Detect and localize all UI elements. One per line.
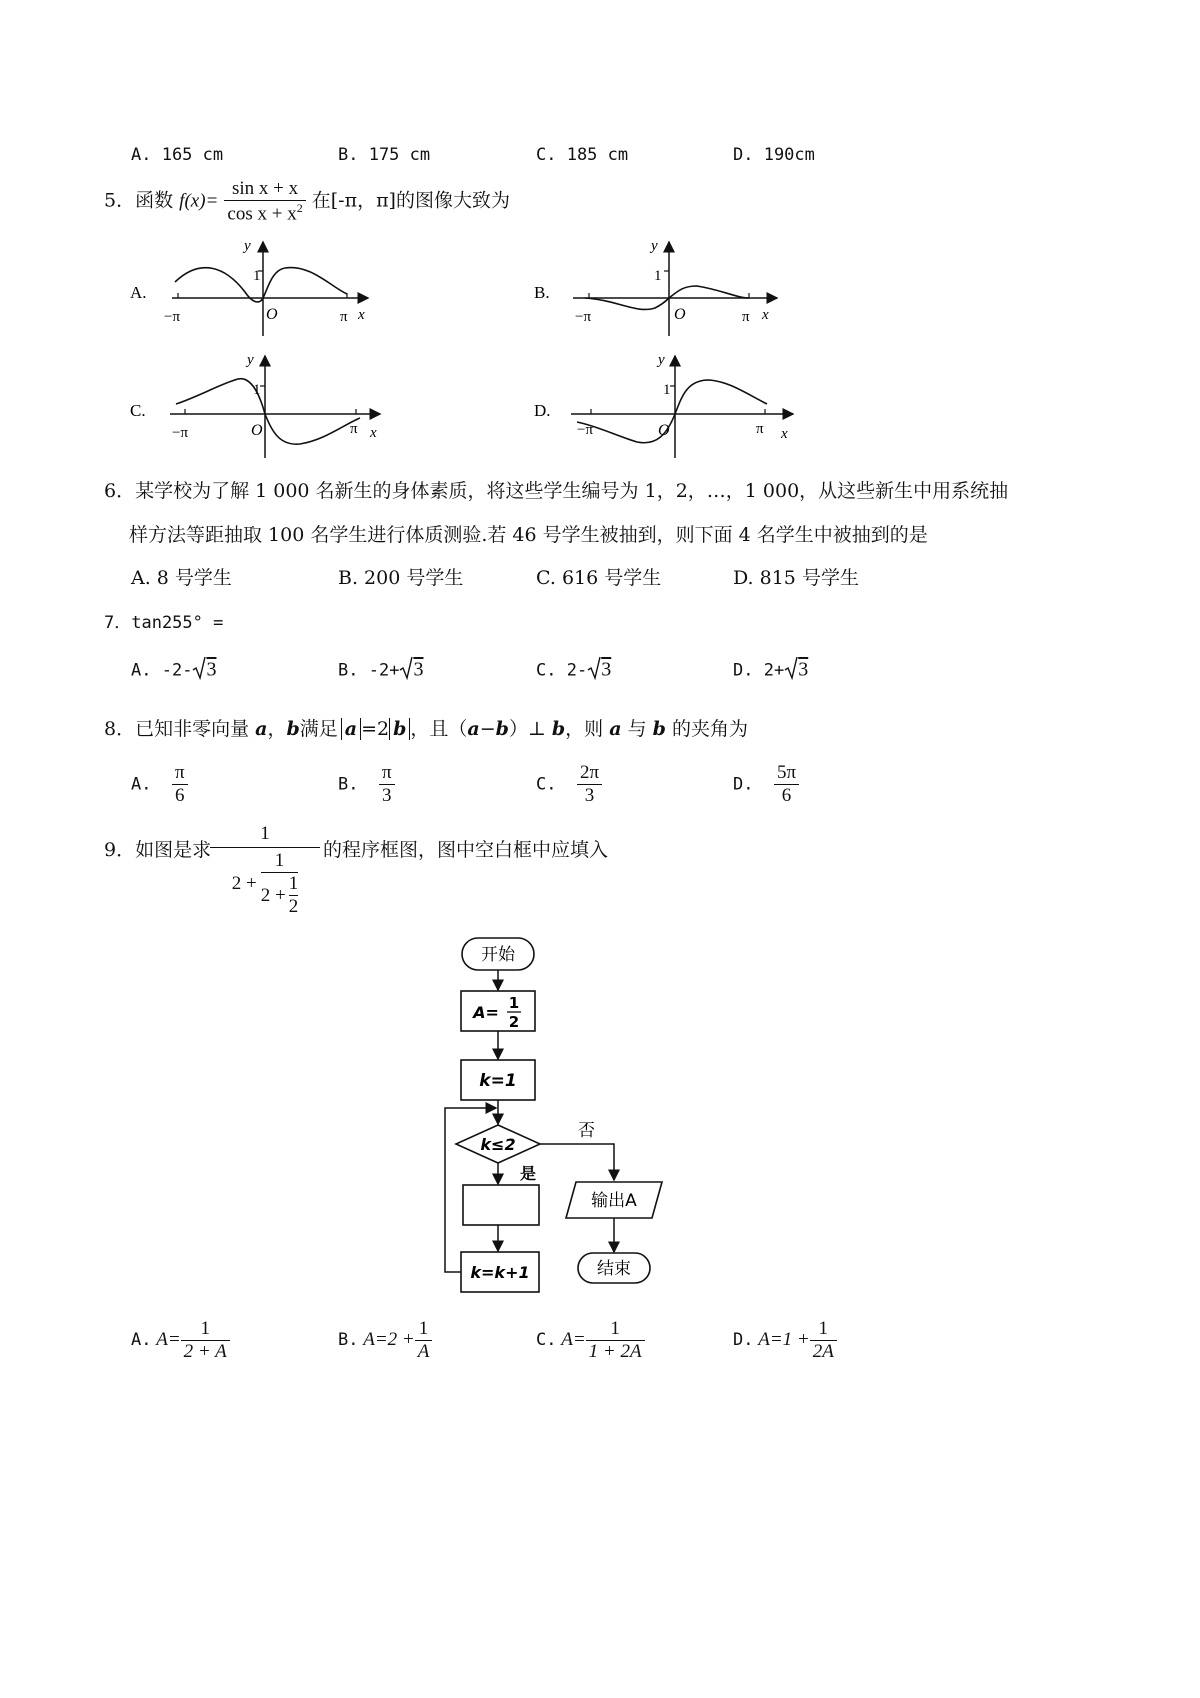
q5-x: (x)=	[184, 190, 219, 212]
graph-a-pi: π	[340, 309, 348, 325]
flow-blank-node	[463, 1185, 539, 1225]
graph-d-x: x	[781, 426, 788, 442]
graph-d	[534, 352, 793, 458]
q5-fraction	[224, 178, 305, 225]
graph-c-origin: O	[251, 422, 263, 439]
q8-stem: 8．已知非零向量 a，b满足 a =2 b ，且（a−b）⊥ b，则 a 与 b 的夹角为	[104, 718, 749, 740]
graph-c	[130, 352, 380, 458]
q4-option-d: D. 190cm	[733, 145, 815, 165]
graph-c-one: 1	[253, 382, 261, 398]
q5-number: 5．	[104, 189, 136, 212]
graph-d-neg-pi: −π	[577, 422, 594, 438]
sqrt-icon	[587, 656, 601, 685]
q4-option-b: B. 175 cm	[338, 145, 431, 165]
q5-denominator: $\cos x + x^2$	[227, 201, 303, 225]
flow-init-a-num: 1	[508, 994, 520, 1012]
q5-tail: 在[-π，π]的图像大致为	[311, 189, 510, 212]
sqrt-icon	[192, 656, 206, 685]
q9-option-b: B. A=2 + $\frac{1}{A}$	[338, 1318, 432, 1363]
q5-stem	[104, 178, 510, 225]
q5-graphs	[120, 236, 820, 462]
flow-init-k-text: k=1	[479, 1071, 517, 1091]
graph-c-label: C.	[130, 401, 146, 420]
q9-suffix: 的程序框图，图中空白框中应填入	[323, 839, 609, 861]
q6-option-c: C. 616 号学生	[536, 567, 662, 589]
graph-d-y: y	[658, 352, 665, 368]
graph-c-pi: π	[350, 421, 358, 437]
graph-b-label: B.	[534, 283, 550, 302]
graph-b-y: y	[651, 238, 658, 254]
q6-option-d: D. 815 号学生	[733, 567, 859, 589]
q7-stem: 7．tan255° =	[104, 613, 224, 633]
q8-option-d: D. $\frac{5\pi}{6}$	[733, 762, 799, 807]
flow-no-label: 否	[578, 1121, 595, 1141]
q4-option-c: C. 185 cm	[536, 145, 629, 165]
graph-a-x: x	[358, 307, 365, 323]
graph-a-neg-pi: −π	[164, 309, 181, 325]
q9-continued-fraction: 1 2 + 1 2 + $\frac{1}{2}$	[210, 823, 320, 918]
graph-b-x: x	[762, 307, 769, 323]
flow-start-text: 开始	[481, 945, 515, 965]
graph-c-x: x	[370, 425, 377, 441]
flow-end-text: 结束	[597, 1259, 631, 1279]
q5-numerator: sin x + x	[224, 178, 305, 201]
q5-intro: 函数	[135, 189, 174, 212]
graph-a	[130, 238, 368, 336]
graph-d-label: D.	[534, 401, 551, 420]
sqrt-icon	[399, 656, 413, 685]
graph-d-origin: O	[658, 422, 670, 439]
graph-a-one: 1	[253, 268, 261, 284]
graph-b	[534, 238, 777, 336]
q6-option-b: B. 200 号学生	[338, 567, 464, 589]
q9-option-c: C. A= $\frac{1}{1 + 2A}$	[536, 1318, 645, 1363]
q5-f: f	[179, 190, 185, 212]
q4-option-a: A. 165 cm	[131, 145, 224, 165]
q7-option-a: A. -2- 3	[131, 656, 216, 685]
sqrt-icon	[784, 656, 798, 685]
flow-increment-text: k=k+1	[470, 1263, 530, 1282]
q7-option-c: C. 2- 3	[536, 656, 611, 685]
q6-option-a: A. 8 号学生	[131, 567, 232, 589]
graph-c-neg-pi: −π	[172, 425, 189, 441]
flow-condition-text: k≤2	[480, 1135, 516, 1154]
graph-a-y: y	[244, 238, 251, 254]
graph-d-one: 1	[663, 382, 671, 398]
graph-d-pi: π	[756, 421, 764, 437]
q7-option-b: B. -2+ 3	[338, 656, 423, 685]
q8-option-a: A. $\frac{\pi}{6}$	[131, 762, 188, 807]
q8-option-c: C. $\frac{2\pi}{3}$	[536, 762, 602, 807]
graph-b-pi: π	[742, 309, 750, 325]
flow-yes-label: 是	[520, 1164, 537, 1183]
q9-option-d: D. A=1 + $\frac{1}{2A}$	[733, 1318, 837, 1363]
graph-b-origin: O	[674, 306, 686, 323]
flow-output-text: 输出A	[591, 1191, 637, 1211]
flow-init-a-text: A=	[473, 1003, 499, 1022]
flowchart	[440, 930, 740, 1312]
graph-c-y: y	[247, 352, 254, 368]
graph-b-one: 1	[654, 268, 662, 284]
q6-line-1: 6．某学校为了解 1 000 名新生的身体素质，将这些学生编号为 1，2，…，1 000，从这些新生中用系统抽	[104, 480, 1009, 502]
graph-b-neg-pi: −π	[575, 309, 592, 325]
q9-option-a: A. A= $\frac{1}{2 + A}$	[131, 1318, 230, 1363]
q6-line-2: 样方法等距抽取 100 名学生进行体质测验.若 46 号学生被抽到，则下面 4 名学生中被抽到的是	[129, 524, 928, 546]
q8-option-b: B. $\frac{\pi}{3}$	[338, 762, 395, 807]
flow-init-a-den: 2	[508, 1013, 520, 1031]
graph-a-label: A.	[130, 283, 147, 302]
q7-option-d: D. 2+ 3	[733, 656, 808, 685]
q9-prefix: 9．如图是求	[104, 839, 212, 861]
graph-a-origin: O	[266, 306, 278, 323]
